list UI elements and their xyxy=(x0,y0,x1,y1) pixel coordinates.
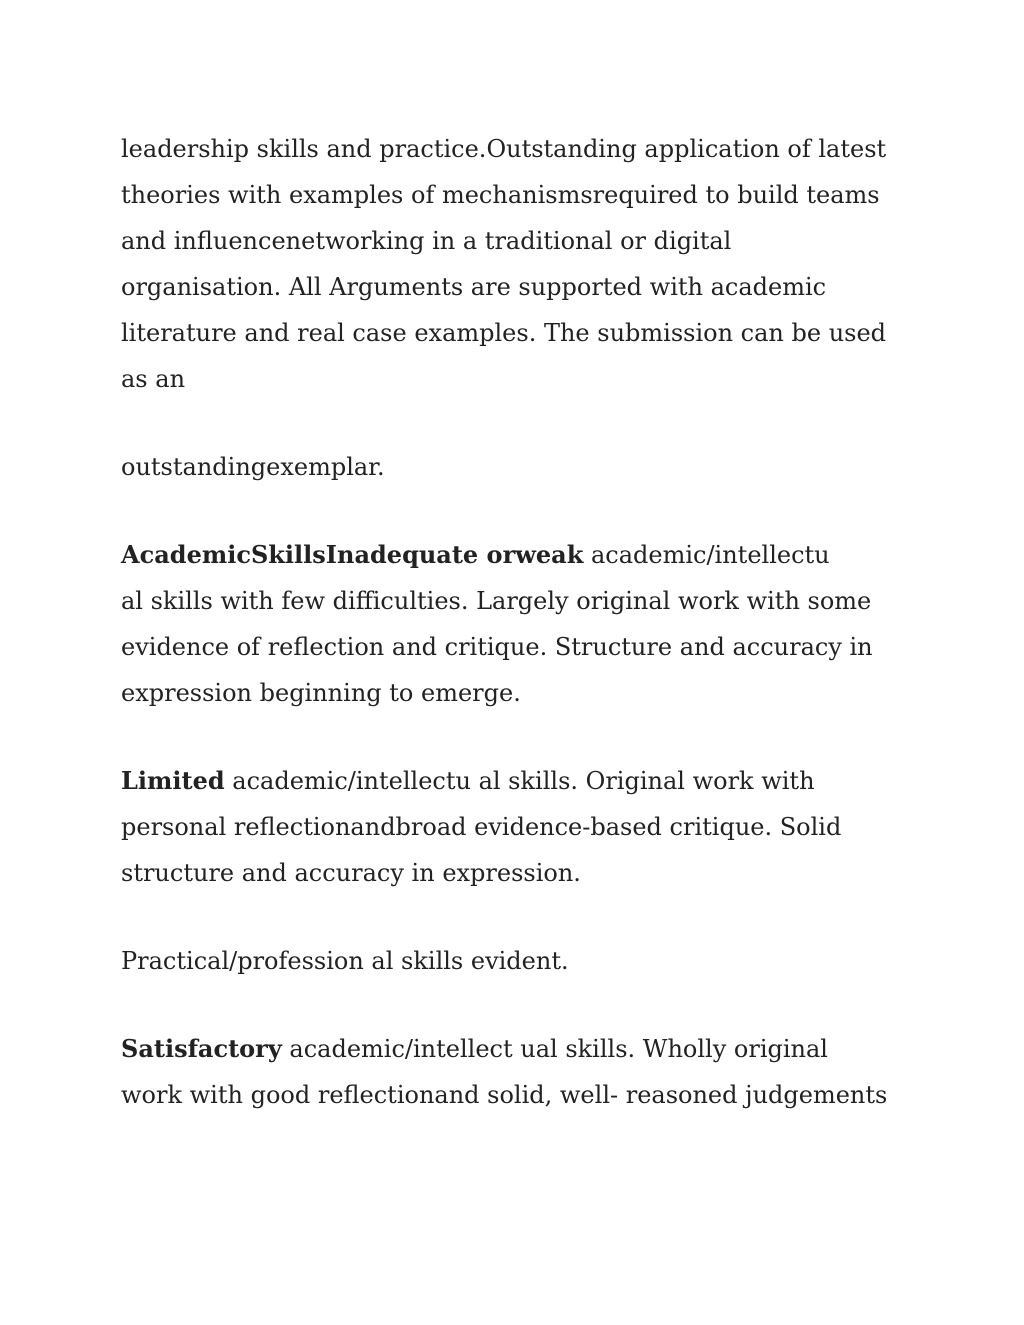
document-page xyxy=(121,126,911,1160)
paragraph-heading: AcademicSkillsInadequate orweak xyxy=(121,540,584,569)
paragraph-outstanding-exemplar xyxy=(121,444,911,490)
paragraph-text: Practical/profession al skills evident. xyxy=(121,947,569,975)
paragraph-text: outstandingexemplar. xyxy=(121,453,385,481)
paragraph-satisfactory xyxy=(121,1026,911,1118)
paragraph-leadership-criteria xyxy=(121,126,911,402)
paragraph-text: leadership skills and practice.Outstanding application of latest theories with examples of mechanismsrequired to build teams and influencenetworking in a traditional or digital organisation. All Arguments are supported with academic literature and real case examples. The submission can be used as an xyxy=(121,135,887,393)
paragraph-heading: Satisfactory xyxy=(121,1034,282,1063)
paragraph-limited xyxy=(121,758,911,896)
paragraph-text: academic/intellectu al skills. Original work with personal reflectionandbroad evidence-based critique. Solid structure and accuracy in expression. xyxy=(121,767,842,887)
paragraph-practical-skills xyxy=(121,938,911,984)
paragraph-text: academic/intellect ual skills. Wholly original work with good reflectionand solid, well- reasoned judgements xyxy=(121,1035,888,1109)
paragraph-heading: Limited xyxy=(121,766,225,795)
paragraph-text: academic/intellectu al skills with few difficulties. Largely original work with some evidence of reflection and critique. Structure and accuracy in expression beginning to emerge. xyxy=(121,541,873,707)
paragraph-academic-skills-inadequate xyxy=(121,532,911,716)
